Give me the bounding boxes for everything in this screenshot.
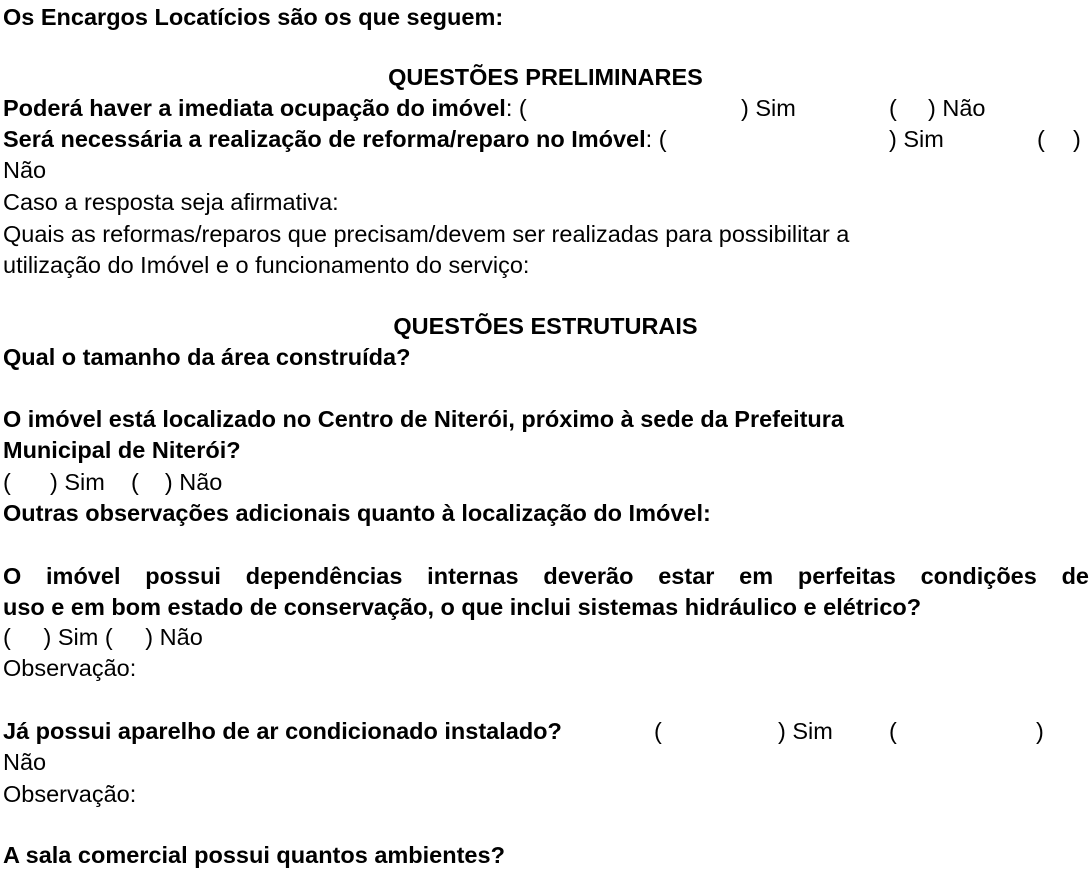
localizacao-options[interactable]: ( ) Sim ( ) Não (3, 469, 223, 495)
ar-nao-open[interactable]: ( (889, 718, 897, 744)
ar-nao-word: Não (3, 749, 47, 775)
question-ocupacao-label: Poderá haver a imediata ocupação do imóvel (3, 95, 506, 121)
question-sala-comercial: A sala comercial possui quantos ambientes? (3, 842, 505, 868)
intro-text: Os Encargos Locatícios são os que seguem: (3, 4, 504, 30)
section-heading-estruturais: QUESTÕES ESTRUTURAIS (393, 313, 698, 339)
reforma-nao-close[interactable]: ) (1073, 126, 1081, 152)
ar-nao-close[interactable]: ) (1036, 718, 1044, 744)
reforma-sim-option[interactable]: ) Sim (889, 126, 944, 152)
question-reforma (3, 124, 667, 155)
reforma-nao-word: Não (3, 157, 47, 183)
question-ar-condicionado: Já possui aparelho de ar condicionado instalado? (3, 718, 562, 744)
caso-text: Caso a resposta seja afirmativa: (3, 189, 339, 215)
ar-sim-option[interactable]: ) Sim (778, 718, 833, 744)
observacao-2: Observação: (3, 781, 137, 807)
question-area: Qual o tamanho da área construída? (3, 344, 411, 370)
ocupacao-nao-open[interactable]: ( (889, 95, 897, 121)
question-localizacao-line2: Municipal de Niterói? (3, 437, 241, 463)
question-reforma-label: Será necessária a realização de reforma/reparo no Imóvel (3, 126, 646, 152)
ocupacao-sim-option[interactable]: ) Sim (741, 95, 796, 121)
observacao-1: Observação: (3, 655, 137, 681)
question-reforma-colon: : ( (645, 126, 667, 152)
question-dependencias-line2: uso e em bom estado de conservação, o que inclui sistemas hidráulico e elétrico? (3, 594, 922, 620)
dependencias-options[interactable]: ( ) Sim ( ) Não (3, 624, 203, 650)
reforma-nao-open[interactable]: ( (1037, 126, 1045, 152)
ar-sim-open[interactable]: ( (654, 718, 662, 744)
quais-text-line1: Quais as reformas/reparos que precisam/devem ser realizadas para possibilitar a (3, 221, 850, 247)
question-ocupacao (3, 93, 527, 124)
question-localizacao-line1: O imóvel está localizado no Centro de Niterói, próximo à sede da Prefeitura (3, 406, 844, 432)
question-ocupacao-colon: : ( (505, 95, 527, 121)
section-heading-preliminares: QUESTÕES PRELIMINARES (388, 64, 703, 90)
quais-text-line2: utilização do Imóvel e o funcionamento do serviço: (3, 252, 530, 278)
ocupacao-nao-option[interactable]: ) Não (928, 95, 986, 121)
outras-observacoes: Outras observações adicionais quanto à localização do Imóvel: (3, 500, 711, 526)
question-dependencias-line1: O imóvel possui dependências internas deverão estar em perfeitas condições de (3, 563, 1089, 589)
